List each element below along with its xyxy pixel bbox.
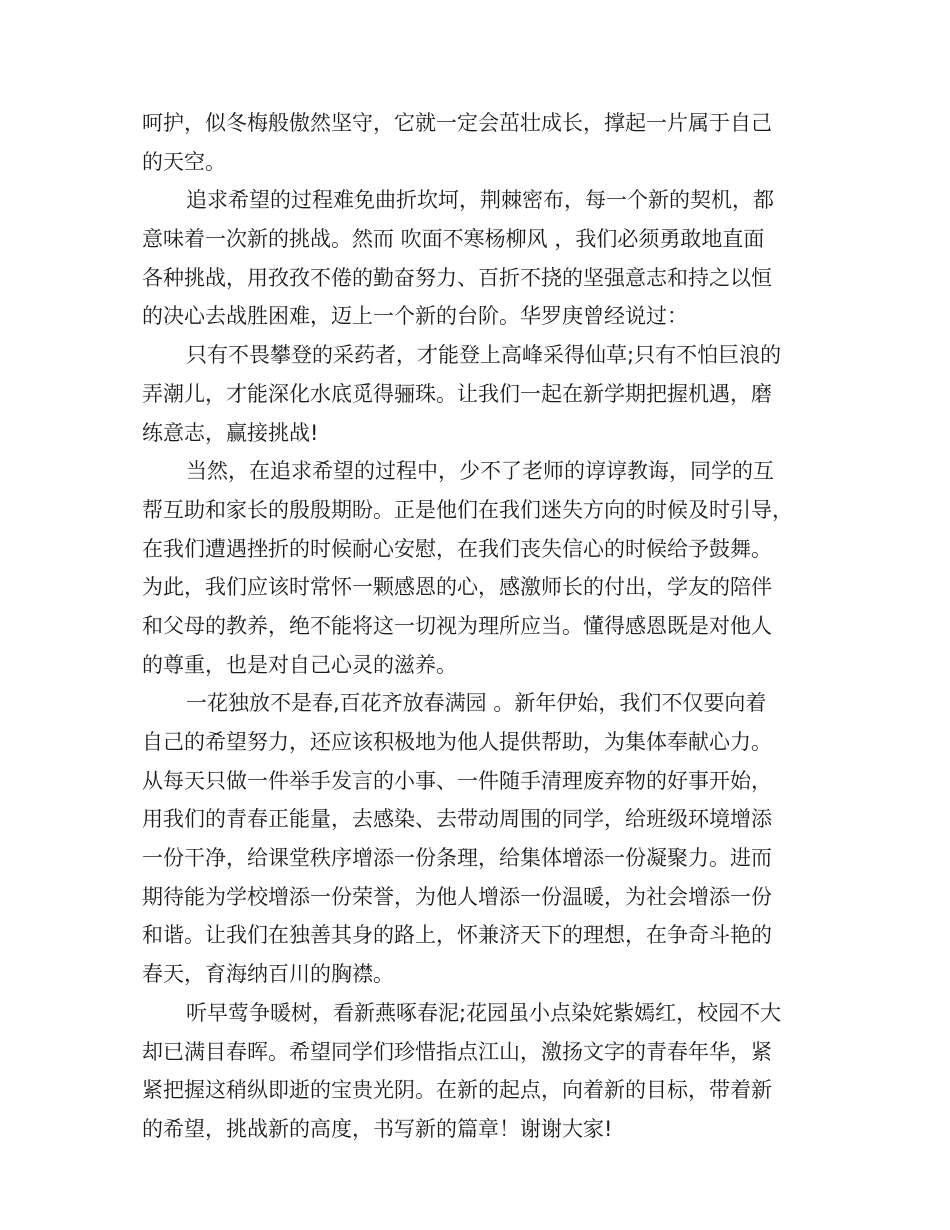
text-line: 期待能为学校增添一份荣誉，为他人增添一份温暖，为社会增添一份: [142, 884, 772, 909]
text-line: 的希望，挑战新的高度，书写新的篇章！谢谢大家!: [142, 1116, 613, 1141]
paragraph-first-line: 追求希望的过程难免曲折坎坷，荆棘密布，每一个新的契机，都: [186, 188, 774, 213]
text-line: 练意志，赢接挑战!: [142, 420, 319, 445]
text-line: 一份干净，给课堂秩序增添一份条理，给集体增添一份凝聚力。进而: [142, 846, 772, 871]
paragraph-first-line: 只有不畏攀登的采药者，才能登上高峰采得仙草;只有不怕巨浪的: [186, 343, 782, 368]
text-line: 用我们的青春正能量，去感染、去带动周围的同学，给班级环境增添: [142, 807, 772, 832]
text-line: 的尊重，也是对自己心灵的滋养。: [142, 652, 457, 677]
text-line: 和谐。让我们在独善其身的路上，怀兼济天下的理想，在争奇斗艳的: [142, 923, 772, 948]
text-line: 帮互助和家长的殷殷期盼。正是他们在我们迷失方向的时候及时引导，: [142, 497, 793, 522]
text-line: 和父母的教养，绝不能将这一切视为理所应当。懂得感恩既是对他人: [142, 613, 772, 638]
text-line: 春天，育海纳百川的胸襟。: [142, 962, 394, 987]
text-line: 弄潮儿，才能深化水底觅得骊珠。让我们一起在新学期把握机遇，磨: [142, 381, 772, 406]
text-line: 的决心去战胜困难，迈上一个新的台阶。华罗庚曾经说过：: [142, 304, 688, 329]
paragraph-first-line: 听早莺争暖树，看新燕啄春泥;花园虽小点染姹紫嫣红，校园不大: [186, 1000, 782, 1025]
paragraph-first-line: 当然，在追求希望的过程中，少不了老师的谆谆教诲，同学的互: [186, 459, 774, 484]
paragraph-first-line: 一花独放不是春,百花齐放春满园 。新年伊始，我们不仅要向着: [186, 691, 767, 716]
document-body: [142, 104, 814, 1149]
text-line: 意味着一次新的挑战。然而 吹面不寒杨柳风 ，我们必须勇敢地直面: [142, 227, 765, 252]
text-line: 却已满目春晖。希望同学们珍惜指点江山，激扬文字的青春年华，紧: [142, 1039, 772, 1064]
text-line: 从每天只做一件举手发言的小事、一件随手清理废弃物的好事开始，: [142, 768, 772, 793]
text-line: 呵护，似冬梅般傲然坚守，它就一定会茁壮成长，撑起一片属于自己: [142, 111, 772, 135]
text-line: 的天空。: [142, 149, 226, 174]
text-line: 各种挑战，用孜孜不倦的勤奋努力、百折不挠的坚强意志和持之以恒: [142, 265, 772, 290]
text-line: 紧把握这稍纵即逝的宝贵光阴。在新的起点，向着新的目标，带着新: [142, 1078, 772, 1103]
text-line: 自己的希望努力，还应该积极地为他人提供帮助，为集体奉献心力。: [142, 730, 772, 754]
text-line: 为此，我们应该时常怀一颗感恩的心，感激师长的付出，学友的陪伴: [142, 575, 772, 600]
text-line: 在我们遭遇挫折的时候耐心安慰，在我们丧失信心的时候给予鼓舞。: [142, 536, 772, 561]
